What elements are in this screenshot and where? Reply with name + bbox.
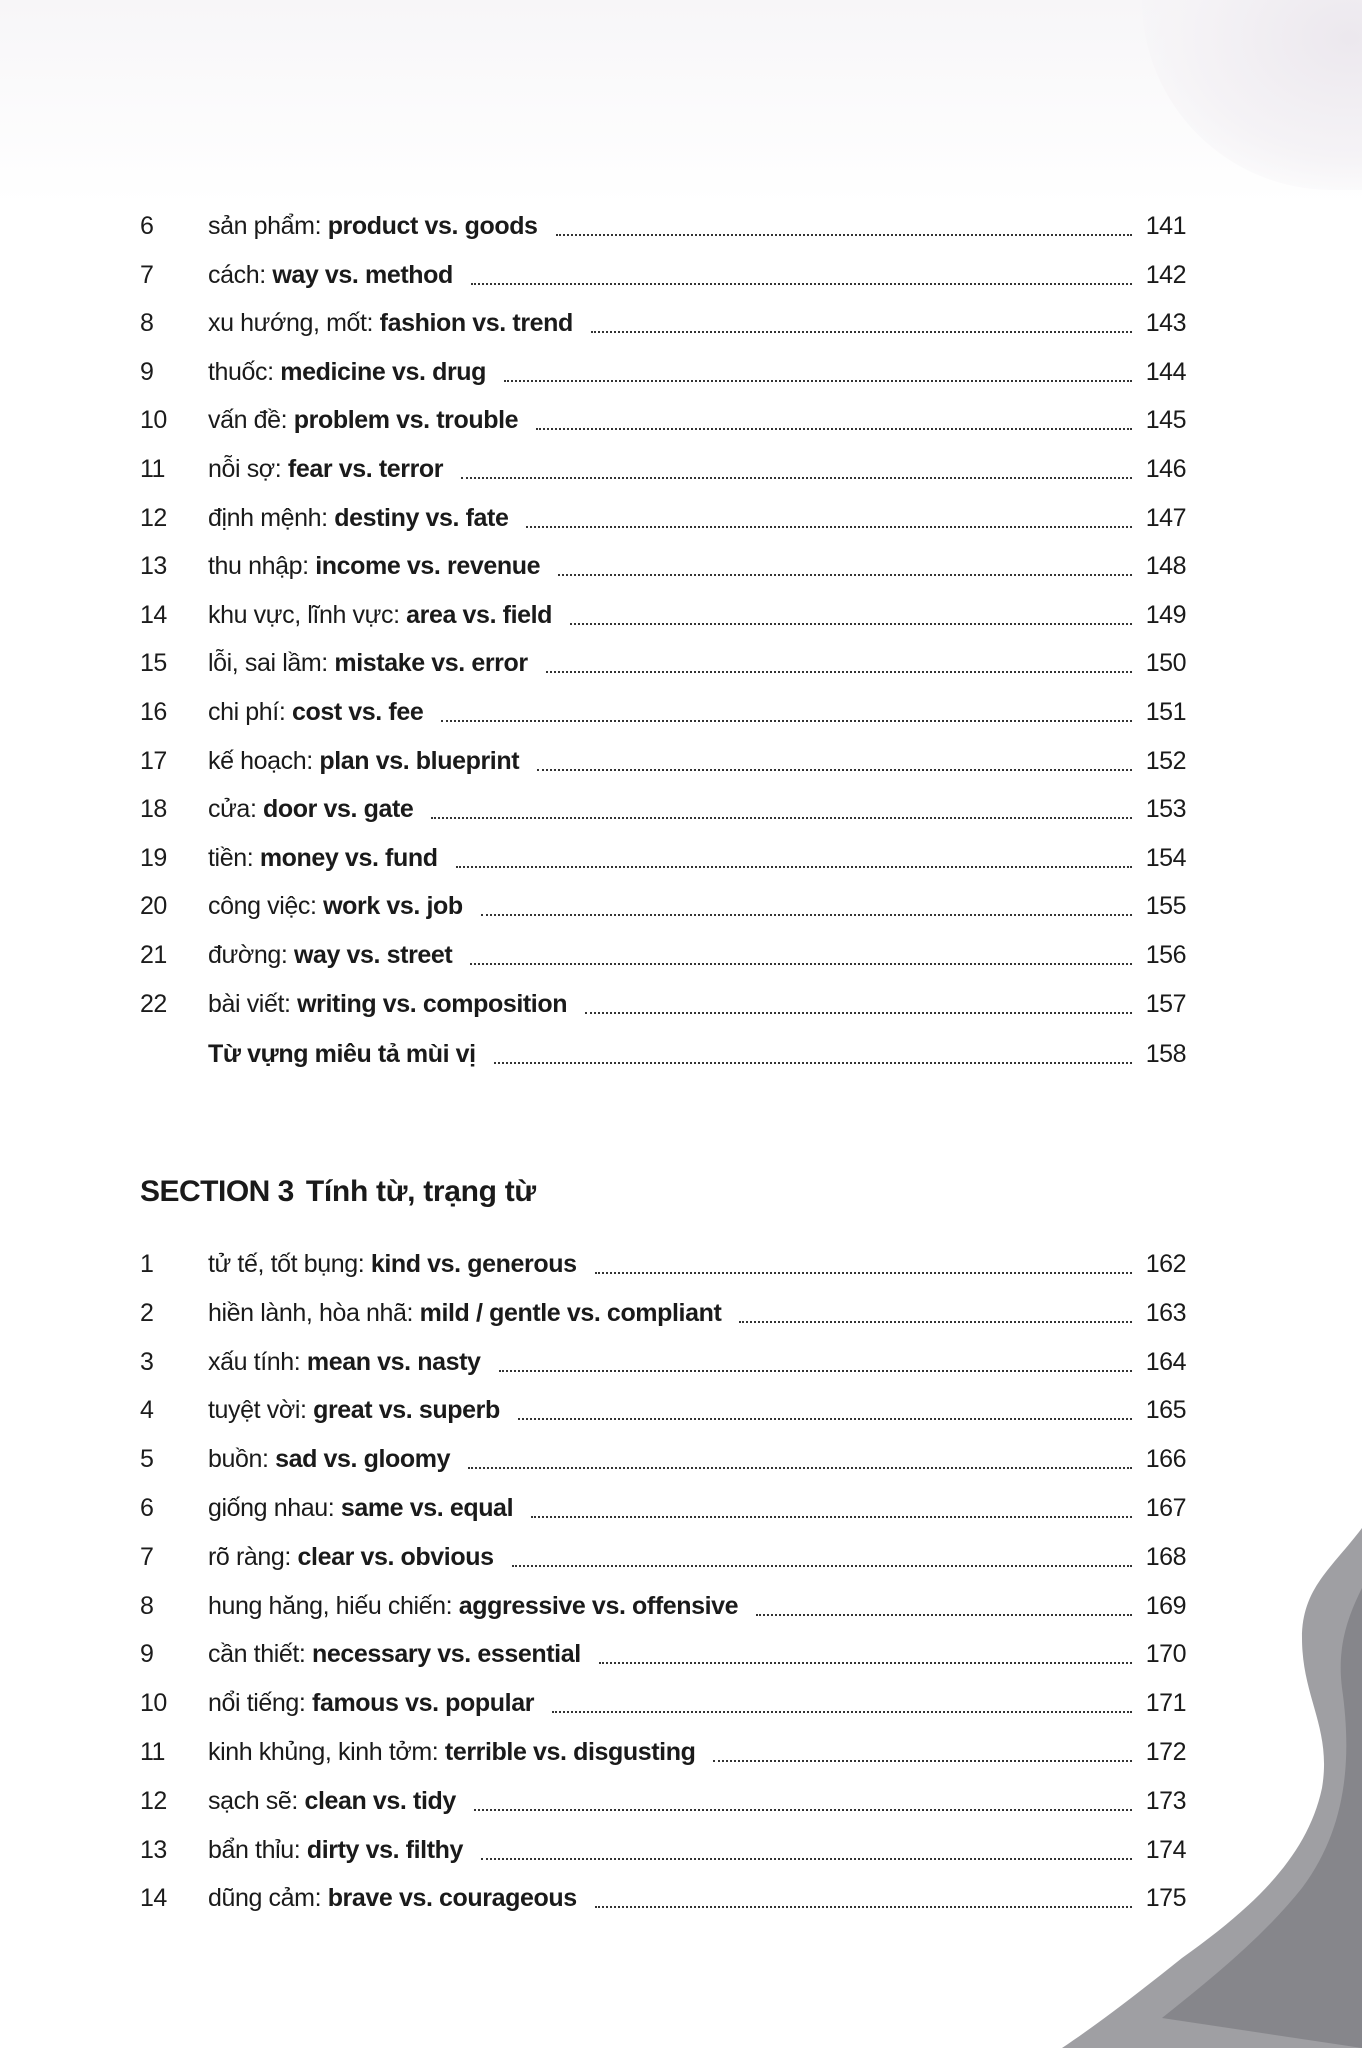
toc-entry-title [208,886,463,926]
toc-page-number: 145 [1145,406,1186,435]
toc-entry-title [208,692,423,732]
vietnamese-term: nổi tiếng: [208,1689,313,1718]
english-terms: medicine vs. drug [280,357,487,386]
toc-entry-title [208,546,540,586]
english-terms: way vs. method [272,260,453,289]
toc-entry-title [208,400,518,440]
english-terms: necessary vs. essential [312,1640,581,1669]
toc-entry-number: 10 [140,1689,167,1718]
section-label: SECTION 3 [140,1175,294,1208]
toc-sec3-row-2[interactable] [0,1293,1362,1333]
toc-entry-number: 13 [140,1835,167,1864]
vietnamese-term: thuốc: [208,357,281,386]
toc-sec2-row-11[interactable] [0,449,1362,489]
toc-entry-title [208,1488,513,1528]
vietnamese-term: rõ ràng: [208,1542,298,1571]
english-terms: same vs. equal [340,1494,514,1522]
toc-entry-number: 10 [140,406,167,435]
english-terms: aggressive vs. offensive [458,1591,739,1620]
toc-entry-number: 5 [140,1445,154,1474]
vietnamese-term: kinh khủng, kinh tởm: [208,1738,445,1766]
toc-page-number: 169 [1145,1591,1186,1620]
toc-entry-title [208,449,443,489]
toc-entry-number: 17 [140,746,167,775]
english-terms: fashion vs. trend [379,309,573,338]
english-terms: terrible vs. disgusting [444,1738,696,1766]
toc-page-number: 173 [1145,1786,1186,1815]
vietnamese-term: buồn: [208,1445,276,1474]
vietnamese-term: hiền lành, hòa nhã: [208,1298,420,1327]
dot-leader [431,815,1132,819]
toc-sec2-row-20[interactable] [0,886,1362,926]
toc-entry-title: Từ vựng miêu tả mùi vị [208,1040,476,1068]
dot-leader [739,1319,1132,1323]
english-terms: cost vs. fee [291,698,424,726]
english-terms: brave vs. courageous [327,1884,577,1913]
english-terms: kind vs. generous [370,1250,577,1278]
toc-entry-title [208,1781,456,1821]
vietnamese-term: sản phẩm: [208,212,328,240]
toc-page-number: 147 [1145,503,1186,532]
vietnamese-term: cách: [208,260,273,289]
toc-entry-title [208,352,486,392]
vietnamese-term: chi phí: [208,698,292,726]
toc-entry-title [208,1244,577,1284]
toc-entry-title [208,789,413,829]
toc-page-number: 155 [1145,892,1186,921]
toc-entry-number: 14 [140,1884,167,1913]
english-terms: famous vs. popular [312,1689,535,1718]
toc-entry-title [208,498,508,538]
toc-page-number: 174 [1145,1835,1186,1864]
english-terms: dirty vs. filthy [306,1835,463,1864]
toc-entry-number: 7 [140,260,154,289]
toc-sec2-row-16[interactable] [0,692,1362,732]
english-terms: problem vs. trouble [293,406,519,435]
toc-sec3-row-4[interactable] [0,1390,1362,1430]
toc-entry-title [208,935,452,975]
english-terms: clean vs. tidy [304,1786,456,1815]
english-terms: product vs. goods [327,212,538,240]
vietnamese-term: xấu tính: [208,1347,307,1376]
toc-sec2-row-9[interactable] [0,352,1362,392]
english-terms: area vs. field [406,600,553,629]
toc-page-number: 171 [1145,1689,1186,1718]
toc-sec2-row-17[interactable] [0,741,1362,781]
toc-sec2-row-22[interactable] [0,984,1362,1024]
vietnamese-term: vấn đề: [208,406,294,435]
toc-entry-number: 6 [140,1494,154,1522]
toc-entry-number: 20 [140,892,167,921]
dot-leader [595,1270,1132,1274]
toc-sec3-row-3[interactable] [0,1342,1362,1382]
english-terms: door vs. gate [263,795,414,824]
toc-sec3-row-6[interactable] [0,1488,1362,1528]
toc-page-number: 172 [1145,1738,1186,1766]
toc-entry-number: 15 [140,649,167,678]
toc-page-number: 152 [1145,746,1186,775]
toc-page-number: 166 [1145,1445,1186,1474]
toc-entry-number: 11 [140,1738,165,1766]
dot-leader [494,1060,1132,1064]
dot-leader [481,912,1132,916]
vietnamese-term: bài viết: [208,989,298,1018]
vietnamese-term: bẩn thỉu: [208,1835,307,1864]
toc-entry-number: 13 [140,552,167,581]
toc-sec2-row-7[interactable] [0,255,1362,295]
vietnamese-term: tử tế, tốt bụng: [208,1250,371,1278]
english-terms: great vs. superb [313,1396,500,1425]
vietnamese-term: giống nhau: [208,1494,341,1522]
toc-entry-number: 7 [140,1542,154,1571]
english-terms: way vs. street [293,941,453,969]
dot-leader [570,621,1132,625]
toc-entry-title [208,595,552,635]
vietnamese-term: khu vực, lĩnh vực: [208,600,407,629]
english-terms: plan vs. blueprint [319,746,520,775]
toc-page-number: 146 [1145,455,1186,483]
toc-row-flavor-vocabulary[interactable] [0,1034,1362,1074]
dot-leader [546,669,1132,673]
vietnamese-term: tuyệt vời: [208,1396,314,1425]
toc-page-number: 165 [1145,1396,1186,1425]
vietnamese-term: công việc: [208,892,324,921]
toc-page-number: 149 [1145,600,1186,629]
toc-entry-title [208,1634,581,1674]
english-terms: work vs. job [323,892,463,921]
dot-leader [531,1514,1132,1518]
toc-entry-number: 6 [140,212,154,240]
toc-entry-number: 1 [140,1250,154,1278]
toc-page-number: 143 [1145,309,1186,338]
toc-entry-title [208,1537,494,1577]
toc-sec2-row-21[interactable] [0,935,1362,975]
toc-entry-title [208,1342,481,1382]
english-terms: fear vs. terror [287,455,444,483]
toc-entry-number: 12 [140,503,167,532]
toc-page-number: 164 [1145,1347,1186,1376]
toc-entry-number: 18 [140,795,167,824]
english-terms: income vs. revenue [315,552,541,581]
toc-page-number: 167 [1145,1494,1186,1522]
toc-entry-title [208,741,519,781]
english-terms: mistake vs. error [334,649,528,678]
toc-entry-title [208,1732,695,1772]
toc-entry-number: 8 [140,1591,154,1620]
toc-page-number: 162 [1145,1250,1186,1278]
toc-page-number: 157 [1145,989,1186,1018]
toc-page-number: 153 [1145,795,1186,824]
toc-page-number: 141 [1145,212,1186,240]
section-heading [140,1172,536,1212]
dot-leader [556,232,1132,236]
toc-page-number: 158 [1145,1040,1186,1068]
dot-leader [461,475,1132,479]
toc-entry-number: 21 [140,941,167,969]
toc-sec3-row-1[interactable] [0,1244,1362,1284]
toc-page-number: 154 [1145,843,1186,872]
toc-sec2-row-18[interactable] [0,789,1362,829]
toc-entry-title [208,255,453,295]
toc-sec2-row-13[interactable] [0,546,1362,586]
toc-entry-title [208,1683,534,1723]
toc-entry-number: 2 [140,1298,154,1327]
toc-entry-title [208,643,528,683]
toc-entry-number: 19 [140,843,167,872]
toc-entry-number: 12 [140,1786,167,1815]
toc-entry-number: 14 [140,600,167,629]
vietnamese-term: dũng cảm: [208,1884,328,1913]
dot-leader [499,1368,1132,1372]
section-name: Tính từ, trạng từ [305,1175,536,1208]
toc-page-number: 163 [1145,1298,1186,1327]
vietnamese-term: cần thiết: [208,1640,312,1669]
vietnamese-term: xu hướng, mốt: [208,309,380,338]
english-terms: mild / gentle vs. compliant [419,1298,722,1327]
toc-page-number: 151 [1145,698,1186,726]
toc-entry-number: 16 [140,698,167,726]
dot-leader [591,329,1132,333]
toc-entry-number: 9 [140,357,154,386]
vietnamese-term: đường: [208,941,294,969]
toc-page-number: 144 [1145,357,1186,386]
page-corner-shadow [1142,0,1362,190]
toc-entry-number: 22 [140,989,167,1018]
dot-leader [518,1416,1132,1420]
dot-leader [526,524,1132,528]
toc-entry-title [208,1830,463,1870]
dot-leader [470,961,1132,965]
vietnamese-term: cửa: [208,795,264,824]
toc-entry-title [208,838,438,878]
toc-page-number: 150 [1145,649,1186,678]
dot-leader [471,281,1132,285]
toc-entry-number: 9 [140,1640,154,1669]
dot-leader [585,1010,1132,1014]
toc-entry-title [208,1390,500,1430]
vietnamese-term: nỗi sợ: [208,455,288,483]
toc-sec2-row-6[interactable] [0,206,1362,246]
toc-sec2-row-8[interactable] [0,303,1362,343]
page-curl-shadow [1002,1528,1362,2048]
toc-page-number: 168 [1145,1542,1186,1571]
english-terms: mean vs. nasty [306,1347,481,1376]
vietnamese-term: lỗi, sai lầm: [208,649,335,678]
dot-leader [504,378,1132,382]
toc-page-number: 148 [1145,552,1186,581]
toc-entry-title [208,303,573,343]
toc-page-number: 156 [1145,941,1186,969]
toc-entry-number: 3 [140,1347,154,1376]
toc-page-number: 142 [1145,260,1186,289]
toc-entry-title [208,1878,577,1918]
toc-sec2-row-15[interactable] [0,643,1362,683]
toc-sec3-row-5[interactable] [0,1439,1362,1479]
toc-entry-number: 11 [140,455,165,483]
toc-entry-number: 4 [140,1396,154,1425]
dot-leader [558,572,1132,576]
dot-leader [468,1465,1132,1469]
vietnamese-term: hung hăng, hiếu chiến: [208,1591,459,1620]
english-terms: writing vs. composition [297,989,568,1018]
dot-leader [537,767,1132,771]
toc-entry-number: 8 [140,309,154,338]
dot-leader [536,426,1132,430]
toc-sec2-row-12[interactable] [0,498,1362,538]
toc-entry-title [208,1439,450,1479]
toc-sec2-row-19[interactable] [0,838,1362,878]
vietnamese-term: tiền: [208,843,260,872]
vietnamese-term: kế hoạch: [208,746,320,775]
dot-leader [456,864,1132,868]
toc-sec2-row-14[interactable] [0,595,1362,635]
vietnamese-term: định mệnh: [208,503,335,532]
english-terms: money vs. fund [259,843,438,872]
english-terms: sad vs. gloomy [275,1445,451,1474]
toc-entry-title [208,206,538,246]
dot-leader [441,718,1132,722]
toc-entry-title [208,1293,721,1333]
vietnamese-term: thu nhập: [208,552,316,581]
english-terms: destiny vs. fate [334,503,509,532]
english-terms: clear vs. obvious [297,1542,494,1571]
toc-entry-title [208,1586,738,1626]
toc-sec2-row-10[interactable] [0,400,1362,440]
vietnamese-term: sạch sẽ: [208,1786,305,1815]
toc-page-number: 170 [1145,1640,1186,1669]
toc-entry-title [208,984,567,1024]
toc-page-number: 175 [1145,1884,1186,1913]
